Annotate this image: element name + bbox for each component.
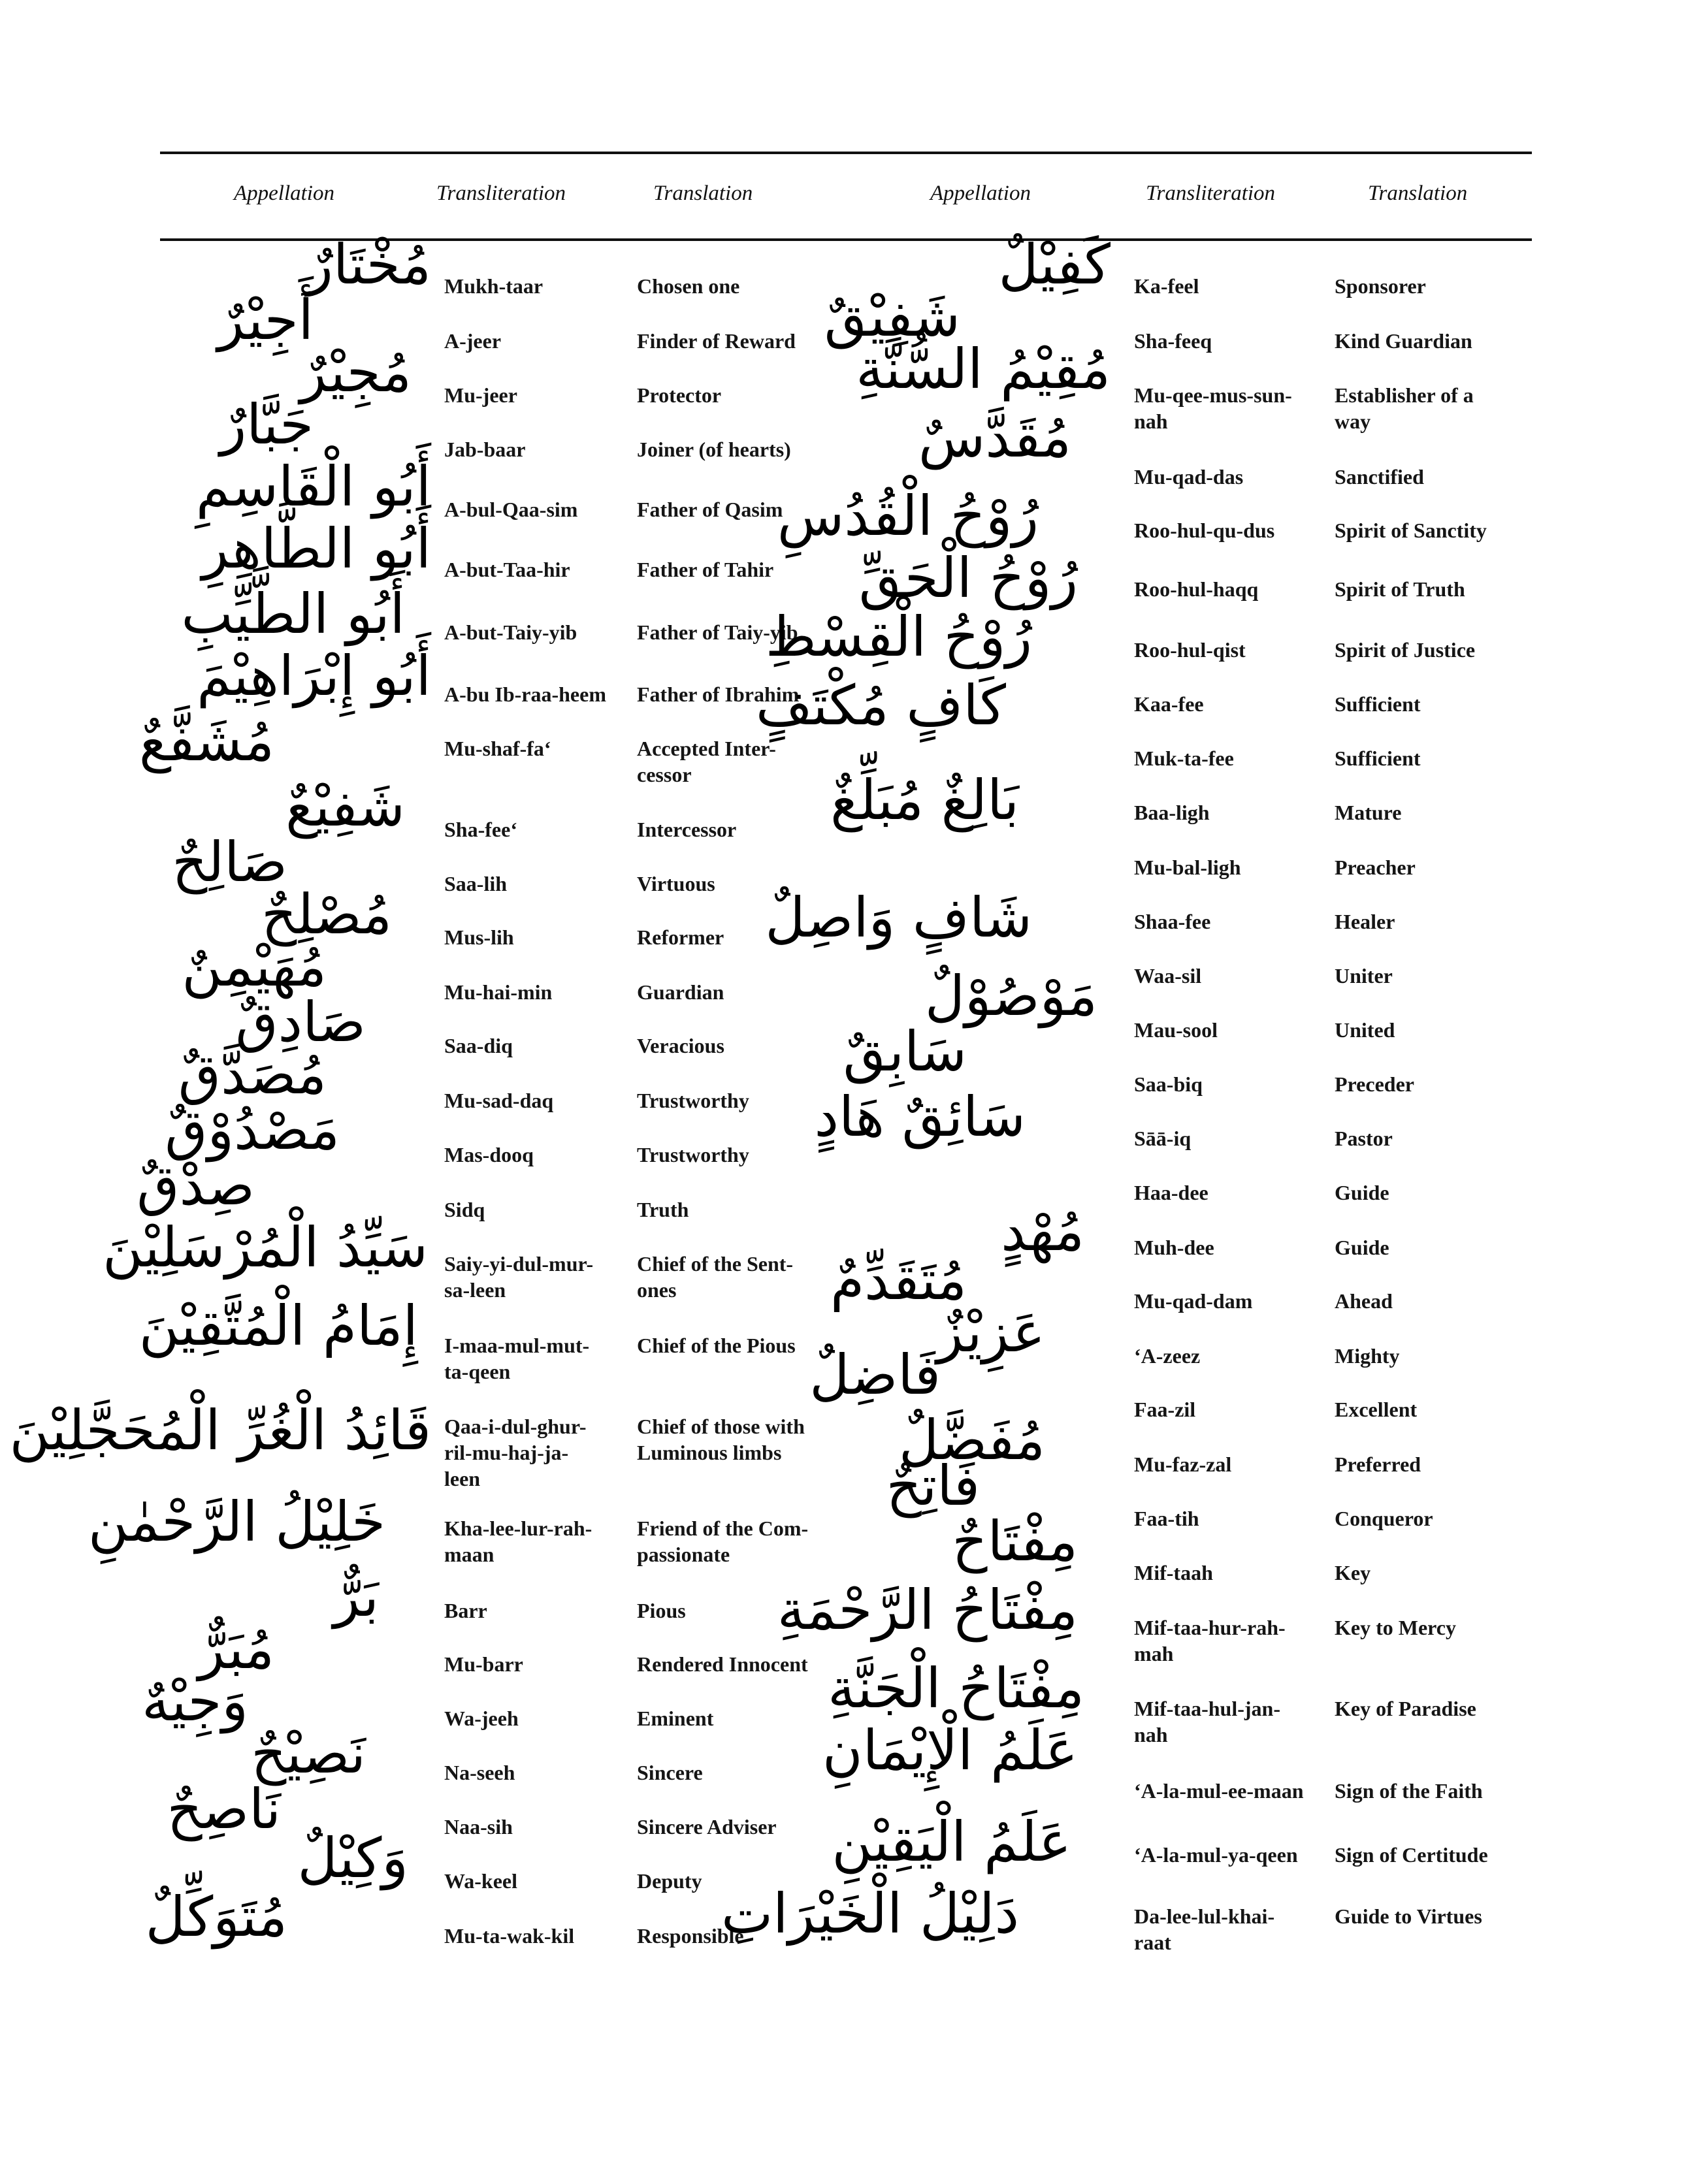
appellation-arabic-left: مُخْتَارٌ: [306, 233, 431, 297]
transliteration-left: Saa-diq: [444, 1034, 513, 1057]
translation-left: Responsible: [637, 1924, 744, 1948]
translation-right: United: [1335, 1018, 1395, 1042]
appellation-arabic-left: سَيِّدُ الْمُرْسَلِيْنَ: [103, 1215, 428, 1279]
translation-left: Father of Taiy-yib: [637, 620, 798, 644]
appellation-arabic-right: مُهْدٍ: [1001, 1199, 1084, 1263]
appellation-arabic-left: مُتَوَكِّلٌ: [145, 1885, 287, 1949]
translation-left: Father of Qasim: [637, 498, 783, 521]
header-transliteration-left: Transliteration: [436, 182, 566, 205]
transliteration-right: Baa-ligh: [1134, 801, 1210, 824]
translation-left: Chief of the Sent- ones: [637, 1252, 794, 1302]
transliteration-left: Mu-hai-min: [444, 980, 553, 1004]
appellation-arabic-right: رُوْحُ الْقُدُسِ: [777, 484, 1039, 548]
transliteration-left: A-bul-Qaa-sim: [444, 498, 578, 521]
transliteration-right: Roo-hul-qu-dus: [1134, 519, 1275, 542]
translation-right: Sponsorer: [1335, 274, 1426, 298]
top-rule: [160, 152, 1532, 154]
appellation-arabic-left: مَصْدُوْقٌ: [165, 1098, 340, 1162]
translation-left: Eminent: [637, 1707, 714, 1730]
transliteration-right: Faa-zil: [1134, 1398, 1196, 1421]
translation-left: Deputy: [637, 1869, 702, 1893]
transliteration-left: Barr: [444, 1599, 487, 1622]
appellation-arabic-right: مُتَقَدِّمٌ: [830, 1248, 967, 1312]
appellation-arabic-right: مُقِيْمُ السُّنَّةِ: [856, 337, 1111, 401]
transliteration-left: Mu-barr: [444, 1652, 523, 1676]
transliteration-right: Waa-sil: [1134, 964, 1202, 988]
transliteration-left: Mas-dooq: [444, 1143, 534, 1166]
appellation-arabic-left: شَفِيْعٌ: [285, 775, 405, 839]
translation-right: Uniter: [1335, 964, 1393, 988]
appellation-arabic-right: مِفْتَاحُ الْجَنَّةِ: [828, 1656, 1084, 1720]
transliteration-right: Mau-sool: [1134, 1018, 1218, 1042]
translation-right: Sanctified: [1335, 465, 1424, 489]
appellation-arabic-right: عَزِيْزٌ: [936, 1300, 1045, 1364]
transliteration-right: Da-lee-lul-khai- raat: [1134, 1904, 1275, 1954]
translation-left: Truth: [637, 1198, 689, 1221]
transliteration-left: Mu-sad-daq: [444, 1089, 554, 1112]
translation-right: Preceder: [1335, 1072, 1414, 1096]
transliteration-right: Sāā-iq: [1134, 1127, 1192, 1150]
transliteration-left: I-maa-mul-mut- ta-qeen: [444, 1334, 590, 1383]
appellation-arabic-right: سَابِقٌ: [843, 1020, 967, 1084]
translation-right: Preacher: [1335, 856, 1416, 879]
appellation-arabic-left: بَرٌّ: [333, 1565, 379, 1629]
transliteration-left: Kha-lee-lur-rah- maan: [444, 1517, 592, 1566]
transliteration-right: Haa-dee: [1134, 1181, 1208, 1204]
translation-right: Pastor: [1335, 1127, 1393, 1150]
translation-left: Trustworthy: [637, 1143, 749, 1166]
appellation-arabic-left: أَجِيْرٌ: [218, 288, 314, 352]
translation-left: Intercessor: [637, 818, 737, 841]
transliteration-left: Jab-baar: [444, 438, 526, 461]
appellation-arabic-right: مُفَضَّلٌ: [899, 1408, 1045, 1472]
translation-left: Chief of the Pious: [637, 1334, 796, 1357]
transliteration-left: Mus-lih: [444, 925, 514, 949]
translation-right: Kind Guardian: [1335, 329, 1472, 353]
transliteration-right: Muk-ta-fee: [1134, 747, 1234, 770]
translation-left: Accepted Inter- cessor: [637, 737, 776, 786]
transliteration-right: Ka-feel: [1134, 274, 1199, 298]
transliteration-left: A-but-Taiy-yib: [444, 620, 577, 644]
transliteration-right: ‘A-la-mul-ee-maan: [1134, 1779, 1304, 1803]
translation-right: Guide: [1335, 1236, 1389, 1259]
appellation-arabic-right: دَلِيْلُ الْخَيْرَاتِ: [721, 1882, 1019, 1946]
translation-right: Preferred: [1335, 1453, 1421, 1476]
translation-right: Spirit of Truth: [1335, 577, 1465, 601]
translation-right: Guide to Virtues: [1335, 1904, 1482, 1928]
header-appellation-left: Appellation: [234, 182, 334, 205]
transliteration-left: A-but-Taa-hir: [444, 558, 570, 581]
translation-right: Mature: [1335, 801, 1402, 824]
appellation-arabic-right: عَلَمُ الْيَقِيْنِ: [832, 1810, 1071, 1874]
transliteration-right: ‘A-la-mul-ya-qeen: [1134, 1843, 1298, 1867]
appellation-arabic-left: مُشَفَّعٌ: [138, 709, 274, 773]
translation-right: Guide: [1335, 1181, 1389, 1204]
transliteration-right: Mu-qad-das: [1134, 465, 1244, 489]
appellation-arabic-left: مُصْلِحٌ: [261, 882, 392, 946]
translation-right: Sufficient: [1335, 692, 1421, 716]
appellation-arabic-left: مُبَرٌّ: [198, 1617, 274, 1681]
appellation-arabic-right: عَلَمُ الْإِيْمَانِ: [822, 1718, 1078, 1782]
appellation-arabic-left: مُجِيْرٌ: [300, 340, 412, 404]
appellation-arabic-left: نَاصِحٌ: [167, 1777, 281, 1841]
translation-left: Finder of Reward: [637, 329, 796, 353]
translation-right: Sign of Certitude: [1335, 1843, 1488, 1867]
transliteration-left: Mu-shaf-fa‘: [444, 737, 551, 760]
translation-right: Key to Mercy: [1335, 1616, 1456, 1639]
translation-left: Virtuous: [637, 872, 715, 895]
transliteration-left: Wa-keel: [444, 1869, 517, 1893]
appellation-arabic-right: فَاتِحٌ: [886, 1454, 980, 1518]
translation-left: Father of Ibrahim: [637, 682, 800, 706]
transliteration-right: Kaa-fee: [1134, 692, 1204, 716]
appellation-arabic-left: خَلِيْلُ الرَّحْمٰنِ: [88, 1490, 385, 1554]
appellation-arabic-left: أَبُو الْقَاسِمِ: [195, 455, 431, 519]
appellation-arabic-right: رُوْحُ الْقِسْطِ: [765, 605, 1032, 669]
transliteration-left: Saa-lih: [444, 872, 508, 895]
translation-right: Spirit of Justice: [1335, 638, 1476, 662]
transliteration-left: Saiy-yi-dul-mur- sa-leen: [444, 1252, 594, 1302]
translation-left: Sincere: [637, 1761, 703, 1784]
translation-left: Chief of those with Luminous limbs: [637, 1415, 805, 1464]
appellation-arabic-right: مُقَدَّسٌ: [918, 406, 1071, 470]
transliteration-left: A-jeer: [444, 329, 502, 353]
translation-left: Sincere Adviser: [637, 1815, 777, 1839]
translation-right: Conqueror: [1335, 1507, 1433, 1530]
transliteration-left: Sidq: [444, 1198, 485, 1221]
transliteration-right: Roo-hul-haqq: [1134, 577, 1259, 601]
transliteration-left: Mu-jeer: [444, 383, 517, 407]
transliteration-right: Mif-taa-hur-rah- mah: [1134, 1616, 1286, 1665]
transliteration-right: Mif-taah: [1134, 1561, 1213, 1584]
transliteration-right: Muh-dee: [1134, 1236, 1214, 1259]
appellation-arabic-right: بَالِغٌ مُبَلِّغٌ: [830, 768, 1019, 832]
appellation-arabic-right: شَفِيْقٌ: [824, 285, 960, 349]
header-translation-left: Translation: [653, 182, 753, 205]
translation-left: Veracious: [637, 1034, 724, 1057]
translation-right: Establisher of a way: [1335, 383, 1474, 433]
appellation-arabic-left: جَبَّارٌ: [219, 393, 314, 457]
appellation-arabic-left: إِمَامُ الْمُتَّقِيْنَ: [138, 1294, 418, 1358]
translation-left: Pious: [637, 1599, 686, 1622]
translation-left: Father of Tahir: [637, 558, 774, 581]
transliteration-right: Saa-biq: [1134, 1072, 1203, 1096]
translation-right: Key: [1335, 1561, 1371, 1584]
transliteration-left: Mu-ta-wak-kil: [444, 1924, 575, 1948]
translation-left: Trustworthy: [637, 1089, 749, 1112]
translation-right: Healer: [1335, 910, 1395, 933]
translation-left: Friend of the Com- passionate: [637, 1517, 809, 1566]
transliteration-left: Naa-sih: [444, 1815, 513, 1839]
header-transliteration-right: Transliteration: [1146, 182, 1276, 205]
appellation-arabic-left: وَكِيْلٌ: [297, 1826, 408, 1890]
appellation-arabic-left: مُصَدَّقٌ: [178, 1042, 327, 1106]
transliteration-right: Sha-feeq: [1134, 329, 1212, 353]
translation-right: Spirit of Sanctity: [1335, 519, 1487, 542]
translation-right: Sign of the Faith: [1335, 1779, 1483, 1803]
transliteration-left: Mukh-taar: [444, 274, 543, 298]
header-appellation-right: Appellation: [930, 182, 1031, 205]
transliteration-left: Sha-fee‘: [444, 818, 517, 841]
appellation-arabic-left: أَبُو إِبْرَاهِيْمَ: [197, 644, 431, 708]
appellation-arabic-left: أَبُو الطَّاهِرِ: [202, 517, 431, 581]
translation-left: Protector: [637, 383, 722, 407]
appellation-arabic-left: أَبُو الطَّيِّبِ: [181, 582, 405, 646]
appellation-arabic-right: شَافٍ وَاصِلٌ: [765, 886, 1032, 950]
translation-left: Rendered Innocent: [637, 1652, 808, 1676]
appellation-arabic-right: فَاضِلٌ: [809, 1343, 941, 1407]
transliteration-left: Na-seeh: [444, 1761, 515, 1784]
appellation-arabic-left: صَالِحٌ: [172, 830, 287, 894]
translation-right: Sufficient: [1335, 747, 1421, 770]
translation-right: Mighty: [1335, 1344, 1400, 1368]
transliteration-right: Mu-qad-dam: [1134, 1289, 1253, 1313]
translation-left: Chosen one: [637, 274, 740, 298]
appellation-arabic-right: مِفْتَاحُ الرَّحْمَةِ: [777, 1578, 1078, 1642]
translation-left: Joiner (of hearts): [637, 438, 791, 461]
appellation-arabic-right: سَائِقٌ هَادٍ: [814, 1085, 1026, 1149]
appellation-arabic-left: مُهَيْمِنٌ: [182, 935, 327, 999]
translation-right: Ahead: [1335, 1289, 1393, 1313]
appellation-arabic-right: كَفِيْلٌ: [998, 233, 1111, 297]
appellation-arabic-left: وَجِيْهٌ: [142, 1669, 248, 1733]
appellation-arabic-right: مِفْتَاحٌ: [952, 1509, 1078, 1573]
translation-right: Key of Paradise: [1335, 1697, 1476, 1720]
translation-left: Reformer: [637, 925, 724, 949]
appellation-arabic-right: مَوْصُوْلٌ: [924, 964, 1097, 1028]
transliteration-right: Roo-hul-qist: [1134, 638, 1246, 662]
appellation-arabic-left: صِدْقٌ: [137, 1153, 255, 1217]
transliteration-right: Faa-tih: [1134, 1507, 1199, 1530]
appellation-arabic-left: صَادِقٌ: [235, 990, 366, 1054]
header-translation-right: Translation: [1368, 182, 1468, 205]
appellation-arabic-left: قَائِدُ الْغُرِّ الْمُحَجَّلِيْنَ: [9, 1398, 431, 1462]
transliteration-right: Mif-taa-hul-jan- nah: [1134, 1697, 1280, 1746]
appellation-arabic-left: نَصِيْحٌ: [251, 1722, 366, 1786]
translation-right: Excellent: [1335, 1398, 1418, 1421]
transliteration-right: Shaa-fee: [1134, 910, 1211, 933]
translation-left: Guardian: [637, 980, 724, 1004]
appellation-arabic-right: رُوْحُ الْحَقِّ: [858, 546, 1078, 610]
transliteration-right: ‘A-zeez: [1134, 1344, 1201, 1368]
transliteration-left: Wa-jeeh: [444, 1707, 519, 1730]
appellation-arabic-right: كَافٍ مُكْتَفٍ: [755, 673, 1006, 737]
transliteration-right: Mu-qee-mus-sun- nah: [1134, 383, 1292, 433]
transliteration-left: A-bu Ib-raa-heem: [444, 682, 606, 706]
transliteration-right: Mu-bal-ligh: [1134, 856, 1241, 879]
transliteration-left: Qaa-i-dul-ghur- ril-mu-haj-ja- leen: [444, 1415, 587, 1490]
transliteration-right: Mu-faz-zal: [1134, 1453, 1232, 1476]
